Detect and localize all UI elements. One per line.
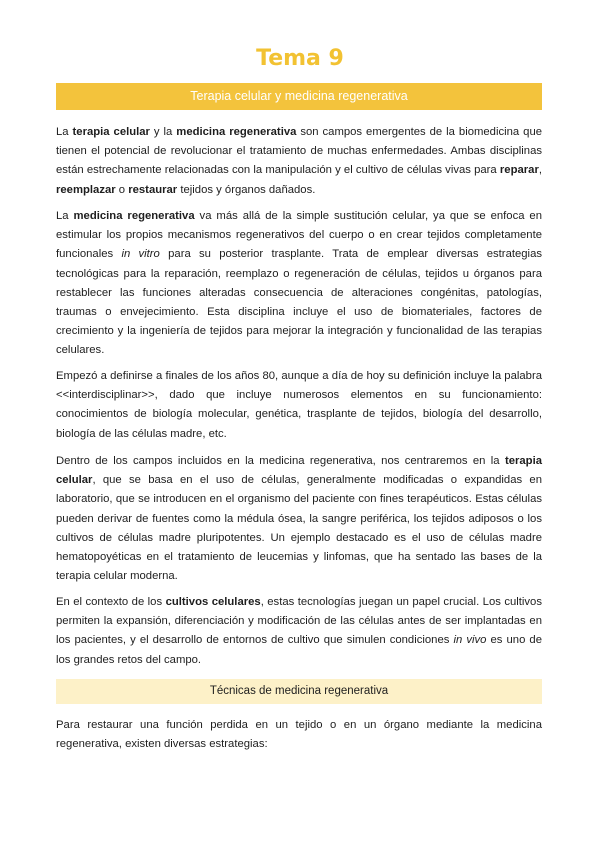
text-run: , que se basa en el uso de células, generalmente modificadas o expandidas en laboratorio, que se introducen en el organismo del paciente con fines terapéuticos. Estas células pueden derivar de fuentes como la médula ósea, la sangre periférica, los tejidos adiposos o los cultivos de células madre pluripotentes. Un ejemplo destacado es el uso de células madre hematopoyéticas en el tratamiento de leucemias y linfomas, que ha sentado las bases de la terapia celular moderna. [56,474,542,583]
text-run: La [56,210,74,222]
bold-term: restaurar [128,183,178,196]
text-run: y la [149,126,177,138]
subsection-heading: Técnicas de medicina regenerativa [56,679,542,704]
bold-term: reparar [499,164,539,177]
bold-term: medicina regenerativa [73,210,195,222]
paragraph-5 [56,593,542,670]
paragraph-6 [56,716,542,754]
text-run: para su posterior trasplante. Trata de emplear diversas estrategias tecnológicas para la reparación, reemplazo o regeneración de células, tejidos u órganos para restablecer las funciones alteradas consecuencia de alteraciones congénitas, patologías, traumas o envejecimiento. Esta disciplina incluye el uso de biomateriales, factores de crecimiento y la ingeniería de tejidos para mejorar la integración y funcionalidad de las terapias celulares. [56,248,542,357]
bold-term: cultivos celulares [165,596,261,608]
text-run: son campos emergentes de la biomedicina que tienen el potencial de revolucionar el tratamiento de muchas enfermedades. Ambas disciplinas están estrechamente relacionadas con la manipulación y el cultivo de células vivas para [56,126,543,177]
text-run: o [115,183,129,196]
italic-term: in vivo [453,634,487,647]
page-title: Tema 9 [256,46,344,71]
italic-term: in vitro [121,248,160,261]
text-run: , estas tecnologías juegan un papel crucial. Los cultivos permiten la expansión, diferenciación y modificación de las células antes de ser implantadas en los pacientes, y el desarrollo de entornos de cultivo que simulen condiciones [56,596,542,647]
bold-term: reemplazar [56,183,116,196]
paragraph-2 [56,207,542,361]
text-run: va más allá de la simple sustitución celular, ya que se enfoca en estimular los propios mecanismos regenerativos del cuerpo o en crear tejidos completamente funcionales [56,210,542,261]
bold-term: terapia celular [56,455,542,487]
paragraph-1 [56,123,542,200]
section-banner: Terapia celular y medicina regenerativa [56,83,542,110]
text-run: tejidos y órganos dañados. [177,183,316,196]
text-run: Dentro de los campos incluidos en la medicina regenerativa, nos centraremos en la [56,455,505,467]
text-run: , [538,164,542,177]
text-run: La [56,126,73,138]
text-run: Para restaurar una función perdida en un tejido o en un órgano mediante la medicina regenerativa, existen diversas estrategias: [56,719,542,751]
bold-term: medicina regenerativa [176,126,297,138]
text-run: Empezó a definirse a finales de los años 80, aunque a día de hoy su definición incluye la palabra <<interdisciplinar>>, dado que incluye numerosos elementos en su funcionamiento: conocimientos de biología molecular, genética, trasplante de tejidos, biología del desarrollo, biología de las células madre, etc. [56,370,542,440]
paragraph-4 [56,452,542,586]
paragraph-3 [56,367,542,444]
text-run: En el contexto de los [56,596,166,608]
bold-term: terapia celular [72,126,150,138]
text-run: es uno de los grandes retos del campo. [56,634,542,666]
